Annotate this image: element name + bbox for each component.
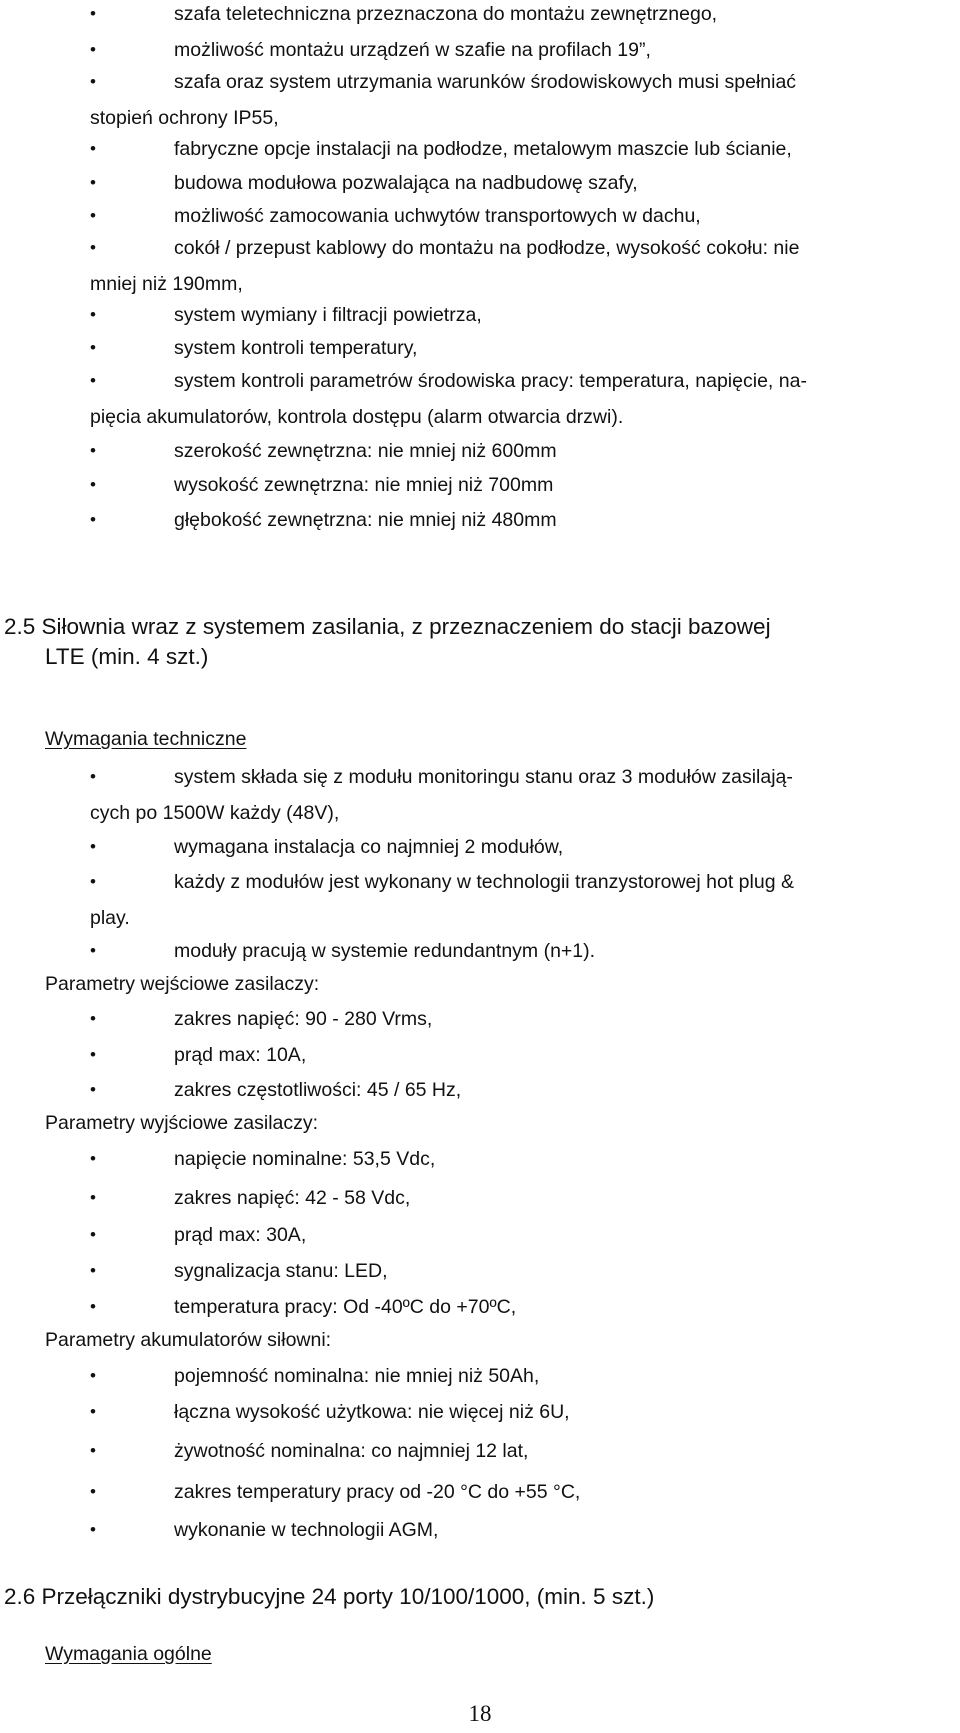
- list-item-continuation: play.: [90, 907, 130, 929]
- list-item-continuation: pięcia akumulatorów, kontrola dostępu (alarm otwarcia drzwi).: [90, 406, 624, 428]
- list-item-continuation: stopień ochrony IP55,: [90, 107, 279, 129]
- list-item: • każdy z modułów jest wykonany w technologii tranzystorowej hot plug & play.: [174, 864, 956, 900]
- list-item: • szerokość zewnętrzna: nie mniej niż 600mm: [174, 433, 956, 469]
- list-item-continuation: mniej niż 190mm,: [90, 273, 243, 295]
- list-item-continuation: cych po 1500W każdy (48V),: [90, 802, 340, 824]
- param-group-title: Parametry akumulatorów siłowni:: [45, 1329, 332, 1351]
- list-item: • system wymiany i filtracji powietrza,: [174, 297, 956, 333]
- param-group-title: Parametry wejściowe zasilaczy:: [45, 973, 320, 995]
- list-item: • możliwość zamocowania uchwytów transportowych w dachu,: [174, 198, 956, 234]
- subsection-title: Wymagania techniczne: [45, 728, 247, 750]
- section-heading: 2.6 Przełączniki dystrybucyjne 24 porty 10/100/1000, (min. 5 szt.): [4, 1584, 655, 1609]
- section-heading: 2.5 Siłownia wraz z systemem zasilania, z przeznaczeniem do stacji bazowej: [4, 614, 771, 639]
- list-item: • temperatura pracy: Od -40ºC do +70ºC,: [174, 1289, 956, 1325]
- list-item: • wymagana instalacja co najmniej 2 modułów,: [174, 829, 956, 865]
- list-item: • fabryczne opcje instalacji na podłodze, metalowym maszcie lub ścianie,: [174, 131, 956, 167]
- list-item: • zakres temperatury pracy od -20 °C do +55 °C,: [174, 1474, 956, 1510]
- page-number: 18: [468, 1701, 492, 1726]
- subsection-title: Wymagania ogólne: [45, 1643, 212, 1665]
- list-item: • zakres napięć: 42 - 58 Vdc,: [174, 1180, 956, 1216]
- list-item: • wykonanie w technologii AGM,: [174, 1512, 956, 1548]
- list-item: • żywotność nominalna: co najmniej 12 lat,: [174, 1433, 956, 1469]
- list-item: • głębokość zewnętrzna: nie mniej niż 480mm: [174, 502, 956, 538]
- list-item: • wysokość zewnętrzna: nie mniej niż 700mm: [174, 467, 956, 503]
- list-item: • prąd max: 30A,: [174, 1217, 956, 1253]
- list-item: • sygnalizacja stanu: LED,: [174, 1253, 956, 1289]
- list-item: • szafa teletechniczna przeznaczona do montażu zewnętrznego,: [174, 0, 956, 32]
- list-item: • moduły pracują w systemie redundantnym (n+1).: [174, 933, 956, 969]
- list-item: • pojemność nominalna: nie mniej niż 50Ah,: [174, 1358, 956, 1394]
- list-item: • możliwość montażu urządzeń w szafie na profilach 19”,: [174, 32, 956, 68]
- list-item: • system składa się z modułu monitoringu stanu oraz 3 modułów zasilają- cych po 1500W każdy (48V),: [174, 759, 956, 795]
- list-item: • prąd max: 10A,: [174, 1037, 956, 1073]
- list-item: • cokół / przepust kablowy do montażu na podłodze, wysokość cokołu: nie mniej niż 190mm,: [174, 230, 956, 266]
- list-item: • łączna wysokość użytkowa: nie więcej niż 6U,: [174, 1394, 956, 1430]
- list-item: • szafa oraz system utrzymania warunków środowiskowych musi spełniać stopień ochrony IP55,: [174, 64, 956, 100]
- list-item: • budowa modułowa pozwalająca na nadbudowę szafy,: [174, 165, 956, 201]
- section-heading-continuation: LTE (min. 4 szt.): [45, 644, 209, 669]
- list-item: • system kontroli parametrów środowiska pracy: temperatura, napięcie, na- pięcia akumulatorów, kontrola dostępu (alarm otwarcia drzwi).: [174, 363, 956, 399]
- param-group-title: Parametry wyjściowe zasilaczy:: [45, 1112, 319, 1134]
- list-item: • zakres napięć: 90 - 280 Vrms,: [174, 1001, 956, 1037]
- list-item: • zakres częstotliwości: 45 / 65 Hz,: [174, 1072, 956, 1108]
- list-item: • napięcie nominalne: 53,5 Vdc,: [174, 1141, 956, 1177]
- list-item: • system kontroli temperatury,: [174, 330, 956, 366]
